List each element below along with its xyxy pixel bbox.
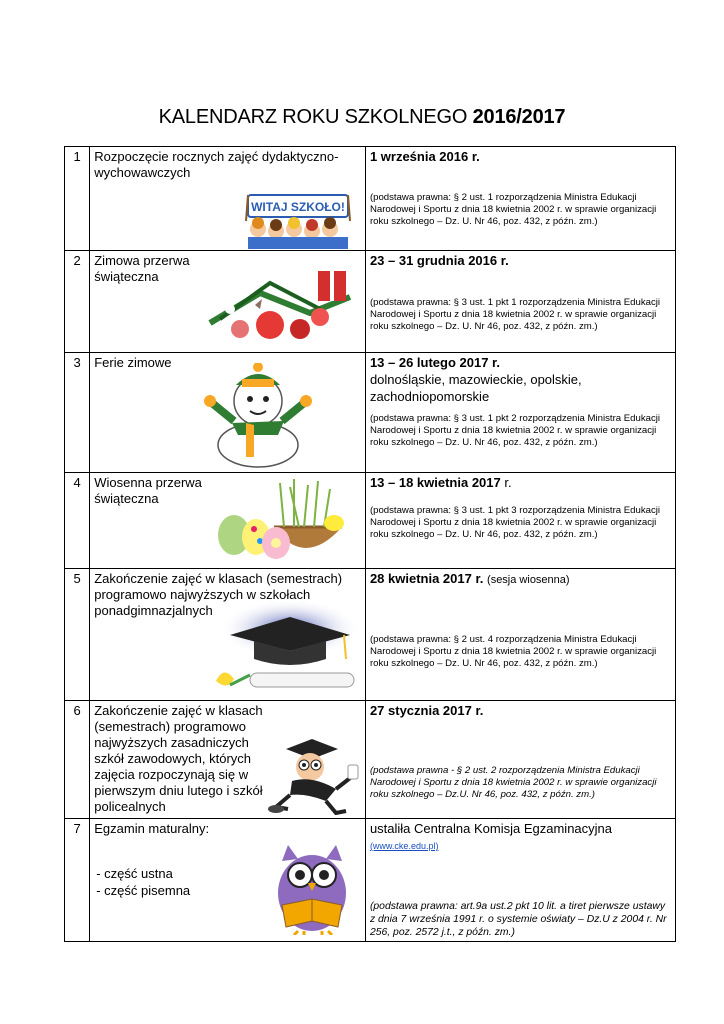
row-date-cell bbox=[365, 353, 675, 473]
description-text: Ferie zimowe bbox=[94, 355, 172, 370]
description-text: Zimowa przerwa świąteczna bbox=[94, 253, 190, 284]
table-row bbox=[65, 819, 676, 942]
calendar-table bbox=[64, 146, 676, 942]
row-description bbox=[90, 473, 366, 569]
table-row bbox=[65, 473, 676, 569]
row-date-cell bbox=[365, 819, 675, 942]
written-part-text: - część pisemna bbox=[96, 883, 191, 898]
date-text: 27 stycznia 2017 r. bbox=[369, 703, 484, 718]
graduate-cartoon-icon bbox=[266, 735, 360, 815]
legal-basis: (podstawa prawna: art.9a ust.2 pkt 10 lit. a tiret pierwsze ustawy z dnia 7 września 1991 r. o systemie oświaty – Dz.U z 2004 r. Nr 256, poz. 2572 j.t., z późn. zm.) bbox=[369, 901, 667, 938]
date-text: 13 – 18 kwietnia 2017 bbox=[369, 475, 501, 490]
description-text: Wiosenna przerwa świąteczna bbox=[94, 475, 202, 506]
row-date-cell bbox=[365, 701, 675, 819]
date-text: ustaliła Centralna Komisja Egzaminacyjna bbox=[369, 821, 612, 836]
date-suffix: r. bbox=[500, 475, 512, 490]
row-number: 5 bbox=[65, 569, 90, 701]
row-date-cell bbox=[365, 251, 675, 353]
legal-basis: (podstawa prawna - § 2 ust. 2 rozporządzenia Ministra Edukacji Narodowej i Sportu z dnia 18 kwietnia 2002 r. w sprawie organizacji roku szkolnego – Dz.U. Nr 46, poz. 432, z późn. zm.) bbox=[369, 765, 657, 800]
cke-link[interactable]: (www.cke.edu.pl) bbox=[369, 841, 439, 851]
snowman-icon bbox=[202, 363, 314, 469]
row-date-cell bbox=[365, 147, 675, 251]
graduation-cap-diploma-icon bbox=[210, 595, 360, 695]
row-date-cell bbox=[365, 473, 675, 569]
table-row bbox=[65, 251, 676, 353]
description-text: Rozpoczęcie rocznych zajęć dydaktyczno-wychowawczych bbox=[94, 149, 339, 180]
oral-part-text: - część ustna bbox=[96, 866, 173, 881]
date-line bbox=[370, 821, 671, 854]
row-number: 4 bbox=[65, 473, 90, 569]
christmas-decoration-icon bbox=[200, 263, 360, 349]
description-text: Zakończenie zajęć w klasach (semestrach) programowo najwyższych zasadniczych szkół zawodowych, których zajęcia rozpoczynają się w pierwszym dniu lutego i szkół policealnych bbox=[94, 703, 263, 814]
title-year: 2016/2017 bbox=[472, 106, 566, 128]
table-row bbox=[65, 569, 676, 701]
table-row bbox=[65, 701, 676, 819]
description-text: Zakończenie zajęć w klasach (semestrach) programowo najwyższych w szkołach ponadgimnazjalnych bbox=[94, 571, 343, 618]
date-text: 23 – 31 grudnia 2016 r. bbox=[369, 253, 509, 268]
row-description bbox=[90, 701, 366, 819]
row-description bbox=[90, 569, 366, 701]
legal-basis: (podstawa prawna: § 3 ust. 1 pkt 2 rozporządzenia Ministra Edukacji Narodowej i Sportu z dnia 18 kwietnia 2002 r. w sprawie organizacji roku szkolnego – Dz. U. Nr 46, poz. 432, z późn. zm.) bbox=[369, 413, 661, 448]
owl-reading-book-icon bbox=[268, 839, 358, 935]
legal-basis: (podstawa prawna: § 3 ust. 1 pkt 3 rozporządzenia Ministra Edukacji Narodowej i Sportu z dnia 18 kwietnia 2002 r. w sprawie organizacji roku szkolnego – Dz. U. Nr 46, poz. 432, z późn. zm.) bbox=[369, 505, 661, 540]
table-row bbox=[65, 147, 676, 251]
legal-basis: (podstawa prawna: § 2 ust. 1 rozporządzenia Ministra Edukacji Narodowej i Sportu z dnia 18 kwietnia 2002 r. w sprawie organizacji roku szkolnego – Dz. U. Nr 46, poz. 432, z późn. zm.) bbox=[369, 192, 657, 227]
row-number: 2 bbox=[65, 251, 90, 353]
description-text: Egzamin maturalny: bbox=[94, 821, 210, 836]
easter-basket-icon bbox=[214, 479, 354, 565]
row-number: 3 bbox=[65, 353, 90, 473]
title-text: KALENDARZ ROKU SZKOLNEGO bbox=[158, 106, 473, 128]
date-text: 13 – 26 lutego 2017 r. bbox=[369, 355, 501, 370]
row-number: 7 bbox=[65, 819, 90, 942]
date-text: 28 kwietnia 2017 r. bbox=[369, 571, 484, 586]
row-number: 6 bbox=[65, 701, 90, 819]
date-line bbox=[370, 475, 671, 491]
row-description bbox=[90, 353, 366, 473]
row-description bbox=[90, 251, 366, 353]
school-banner-children-icon bbox=[242, 191, 354, 249]
date-line bbox=[370, 571, 671, 588]
row-description bbox=[90, 819, 366, 942]
page-title bbox=[0, 106, 724, 129]
svg-text:WITAJ SZKOŁO!: WITAJ SZKOŁO! bbox=[251, 200, 346, 214]
date-text: 1 września 2016 r. bbox=[369, 149, 480, 164]
table-row bbox=[65, 353, 676, 473]
legal-basis: (podstawa prawna: § 3 ust. 1 pkt 1 rozporządzenia Ministra Edukacji Narodowej i Sportu z dnia 18 kwietnia 2002 r. w sprawie organizacji roku szkolnego – Dz. U. Nr 46, poz. 432, z późn. zm.) bbox=[369, 297, 661, 332]
date-note: (sesja wiosenna) bbox=[487, 574, 570, 586]
regions-text: dolnośląskie, mazowieckie, opolskie, zachodniopomorskie bbox=[369, 372, 582, 404]
row-description bbox=[90, 147, 366, 251]
row-date-cell bbox=[365, 569, 675, 701]
legal-basis: (podstawa prawna: § 2 ust. 4 rozporządzenia Ministra Edukacji Narodowej i Sportu z dnia 18 kwietnia 2002 r. w sprawie organizacji roku szkolnego – Dz. U. Nr 46, poz. 432, z późn. zm.) bbox=[369, 634, 657, 669]
row-number: 1 bbox=[65, 147, 90, 251]
